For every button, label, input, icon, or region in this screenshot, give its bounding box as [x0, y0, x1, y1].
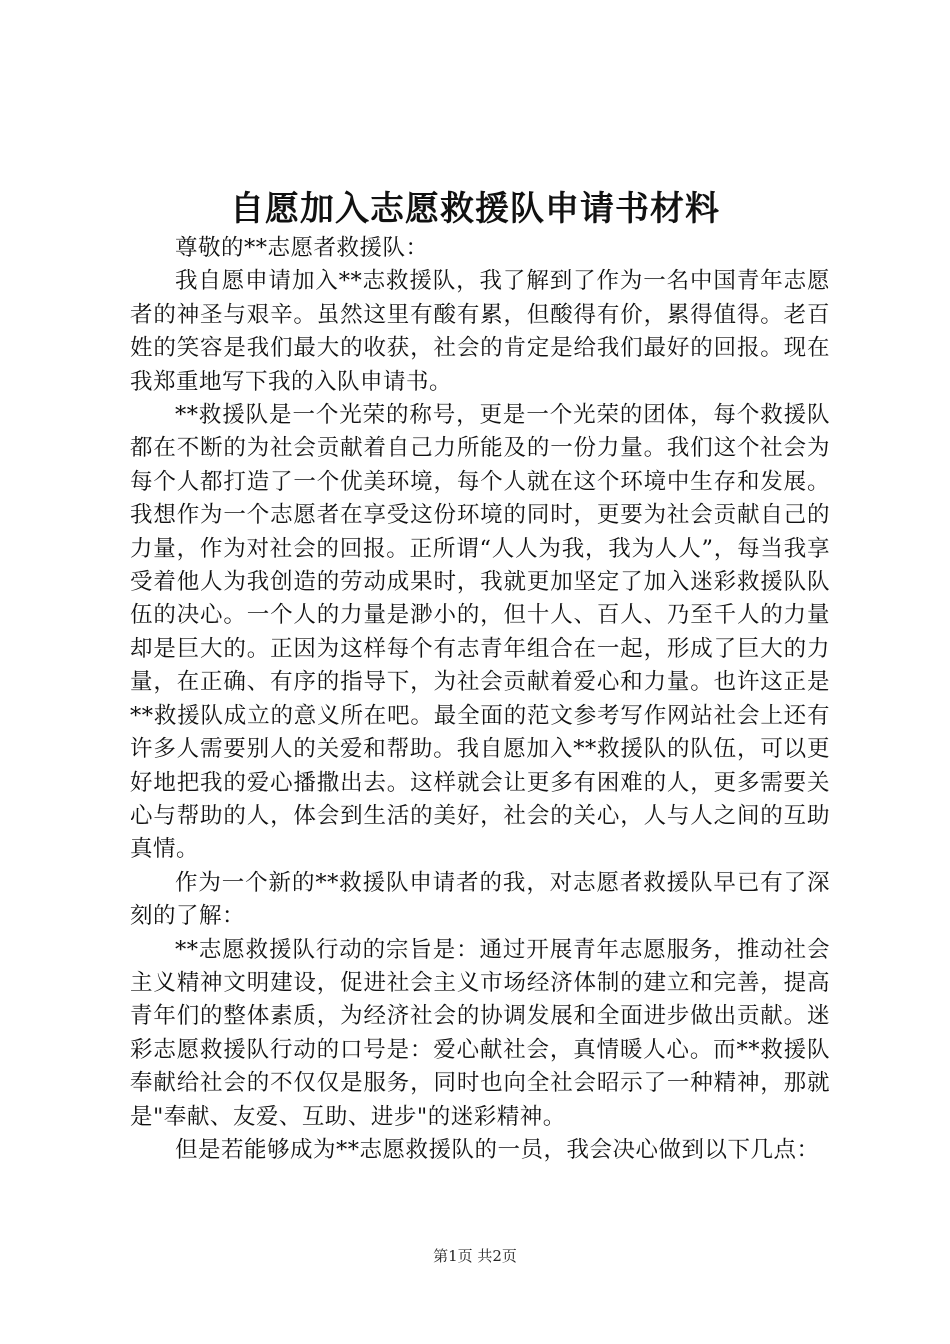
page-number-footer: 第1页 共2页 — [433, 1247, 517, 1265]
body-paragraph: 作为一个新的**救援队申请者的我，对志愿者救援队早已有了深刻的了解： — [130, 869, 830, 930]
document-title: 自愿加入志愿救援队申请书材料 — [230, 189, 720, 229]
body-paragraph: **救援队是一个光荣的称号，更是一个光荣的团体，每个救援队都在不断的为社会贡献着自己力所能及的一份力量。我们这个社会为每个人都打造了一个优美环境，每个人就在这个环境中生存和发展。我想作为一个志愿者在享受这份环境的同时，更要为社会贡献自己的力量，作为对社会的回报。正所谓“人人为我，我为人人”，每当我享受着他人为我创造的劳动成果时，我就更加坚定了加入迷彩救援队队伍的决心。一个人的力量是渺小的，但十人、百人、乃至千人的力量却是巨大的。正因为这样每个有志青年组合在一起，形成了巨大的力量，在正确、有序的指导下，为社会贡献着爱心和力量。也许这正是**救援队成立的意义所在吧。最全面的范文参考写作网站社会上还有许多人需要别人的关爱和帮助。我自愿加入**救援队的队伍，可以更好地把我的爱心播撒出去。这样就会让更多有困难的人，更多需要关心与帮助的人，体会到生活的美好，社会的关心，人与人之间的互助真情。 — [130, 402, 830, 863]
salutation: 尊敬的**志愿者救援队： — [175, 235, 429, 261]
document-body — [130, 232, 830, 1167]
body-paragraph: 我自愿申请加入**志救援队，我了解到了作为一名中国青年志愿者的神圣与艰辛。虽然这里有酸有累，但酸得有价，累得值得。老百姓的笑容是我们最大的收获，社会的肯定是给我们最好的回报。现在我郑重地写下我的入队申请书。 — [130, 268, 830, 395]
body-paragraph: **志愿救援队行动的宗旨是：通过开展青年志愿服务，推动社会主义精神文明建设，促进社会主义市场经济体制的建立和完善，提高青年们的整体素质，为经济社会的协调发展和全面进步做出贡献。迷彩志愿救援队行动的口号是：爱心献社会，真情暖人心。而**救援队奉献给社会的不仅仅是服务，同时也向全社会昭示了一种精神，那就是"奉献、友爱、互助、进步"的迷彩精神。 — [130, 936, 830, 1130]
body-paragraph: 但是若能够成为**志愿救援队的一员，我会决心做到以下几点： — [175, 1136, 820, 1163]
